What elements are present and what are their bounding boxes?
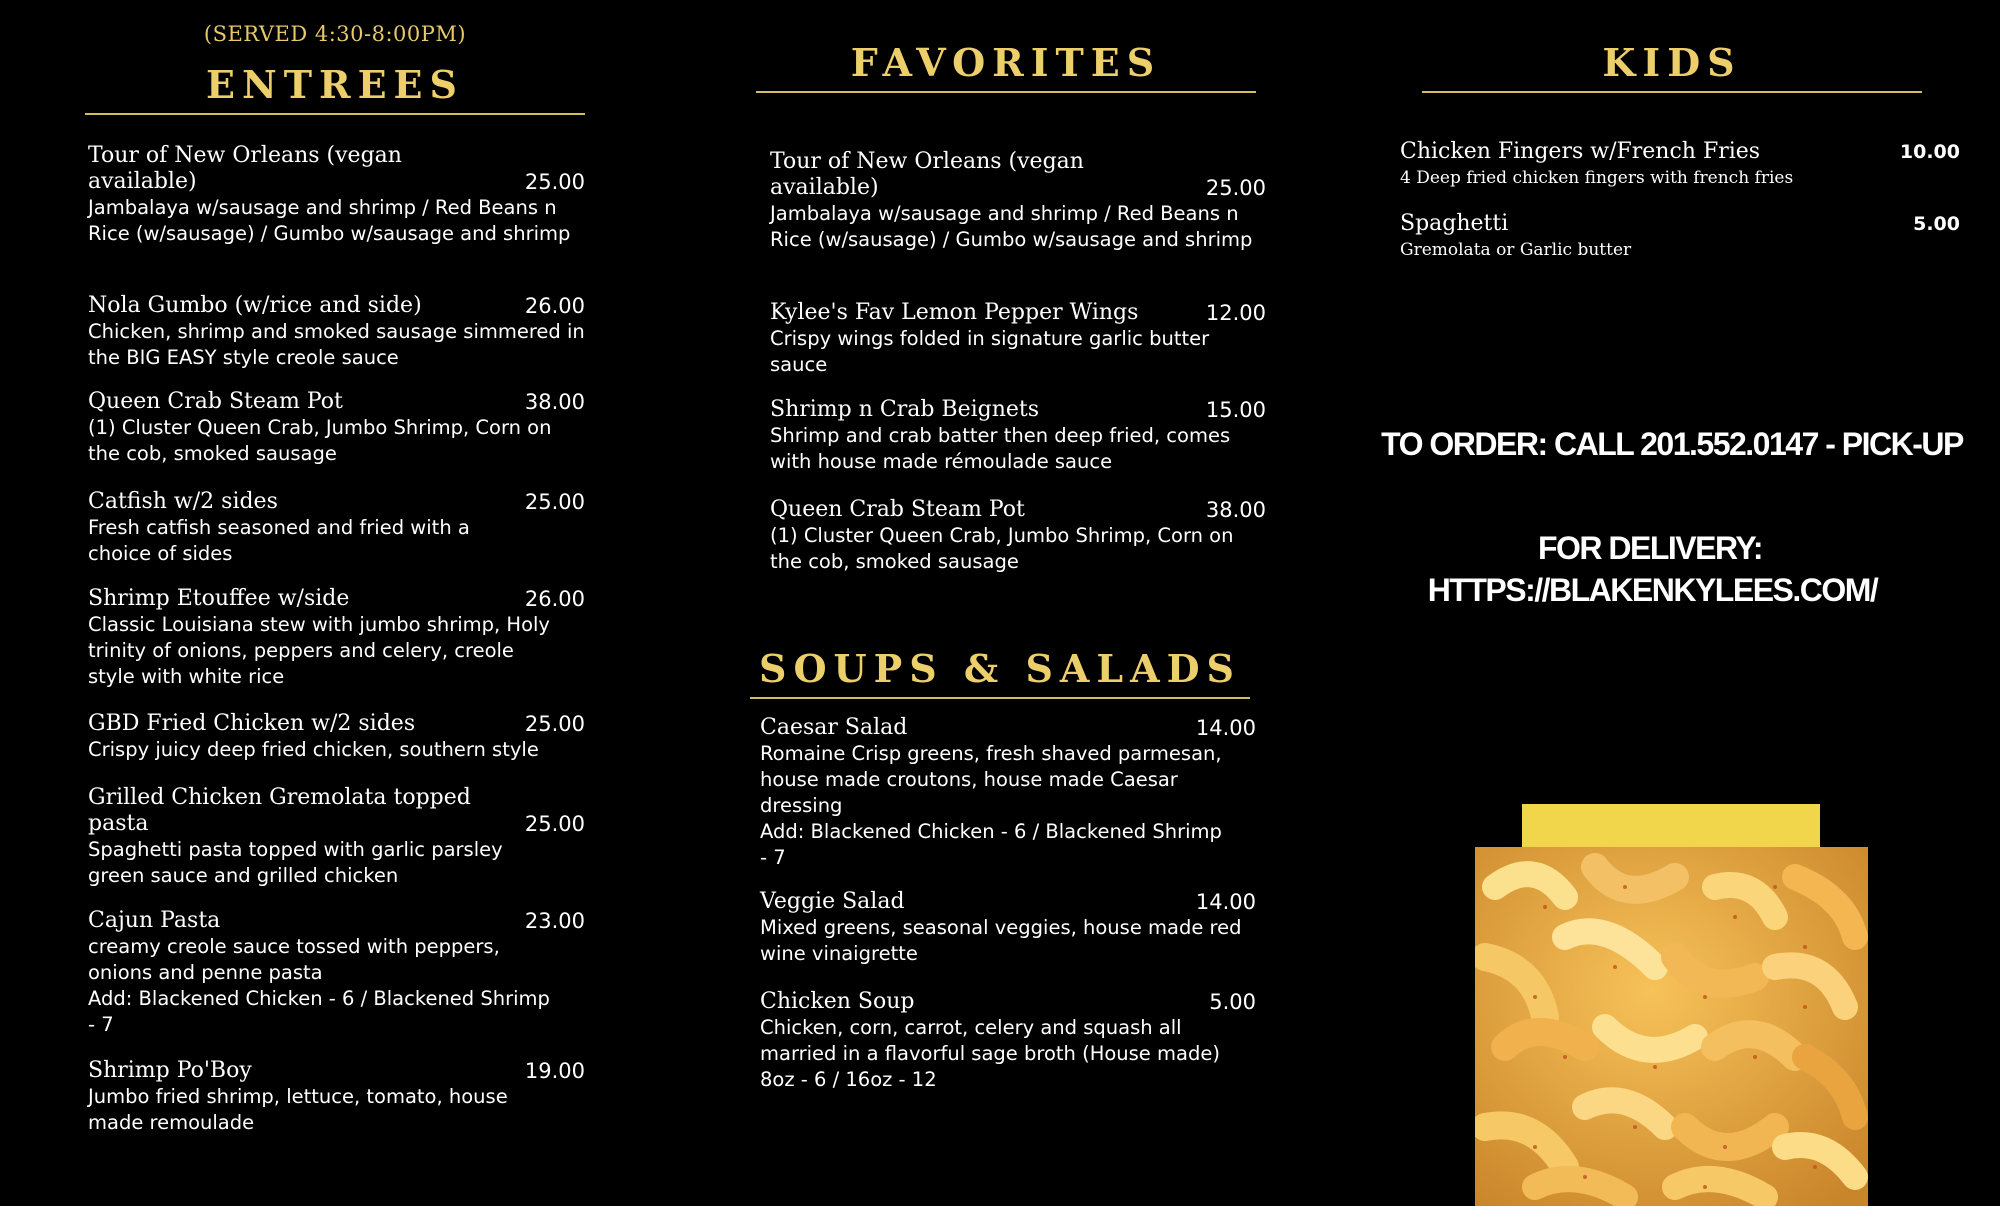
item-price: 25.00 — [524, 170, 585, 194]
item-price: 25.00 — [1205, 176, 1266, 200]
item-price: 15.00 — [1205, 398, 1266, 422]
menu-item — [770, 497, 1266, 575]
item-description: Chicken, shrimp and smoked sausage simmered in the BIG EASY style creole sauce — [88, 320, 585, 369]
favorites-heading: FAVORITES — [850, 40, 1162, 85]
soups-salads-rule — [750, 697, 1250, 699]
item-price: 10.00 — [1899, 141, 1960, 163]
item-price: 38.00 — [1205, 498, 1266, 522]
menu-item — [760, 889, 1256, 967]
item-price: 19.00 — [524, 1059, 585, 1083]
kids-rule — [1422, 91, 1922, 93]
item-price: 25.00 — [524, 490, 585, 514]
entrees-heading: ENTREES — [206, 62, 464, 107]
item-name: Tour of New Orleans (vegan available) — [88, 143, 402, 194]
soups-salads-section — [750, 630, 1260, 1130]
item-description: Mixed greens, seasonal veggies, house made red wine vinaigrette — [760, 916, 1242, 965]
item-name: Chicken Fingers w/French Fries — [1400, 139, 1761, 164]
item-price: 26.00 — [524, 294, 585, 318]
kids-heading: KIDS — [1602, 40, 1742, 85]
item-description: Spaghetti pasta topped with garlic parsley green sauce and grilled chicken — [88, 838, 503, 887]
item-description: Jumbo fried shrimp, lettuce, tomato, house made remoulade — [88, 1085, 508, 1134]
item-description: (1) Cluster Queen Crab, Jumbo Shrimp, Corn on the cob, smoked sausage — [88, 416, 552, 465]
item-price: 38.00 — [524, 390, 585, 414]
item-description: Classic Louisiana stew with jumbo shrimp, Holy trinity of onions, peppers and celery, creole style with white rice — [88, 613, 550, 688]
item-description: Shrimp and crab batter then deep fried, comes with house made rémoulade sauce — [770, 424, 1231, 473]
item-name: Shrimp Po'Boy — [88, 1058, 252, 1083]
item-name: Nola Gumbo (w/rice and side) — [88, 293, 422, 318]
menu-item — [88, 389, 585, 467]
delivery-url: HTTPS://BLAKENKYLEES.COM/ — [1427, 572, 1878, 608]
menu-item — [88, 908, 585, 1038]
item-description: creamy creole sauce tossed with peppers, onions and penne pasta Add: Blackened Chicken - 6 / Blackened Shrimp - 7 — [88, 935, 550, 1036]
item-name: Shrimp n Crab Beignets — [770, 397, 1040, 422]
item-price: 12.00 — [1205, 301, 1266, 325]
menu-item — [770, 397, 1266, 475]
item-description: Gremolata or Garlic butter — [1400, 240, 1632, 260]
item-description: Crispy wings folded in signature garlic butter sauce — [770, 327, 1210, 376]
menu-item — [760, 715, 1256, 871]
item-name: Kylee's Fav Lemon Pepper Wings — [770, 300, 1139, 325]
menu-item — [88, 1058, 585, 1136]
item-name: Shrimp Etouffee w/side — [88, 586, 350, 611]
item-price: 25.00 — [524, 812, 585, 836]
item-name: Veggie Salad — [760, 889, 905, 914]
mac-and-cheese-icon — [1475, 847, 1868, 1206]
item-description: Chicken, corn, carrot, celery and squash all married in a flavorful sage broth (House made) 8oz - 6 / 16oz - 12 — [760, 1016, 1220, 1091]
delivery-label: FOR DELIVERY: — [1537, 530, 1763, 566]
item-price: 14.00 — [1195, 716, 1256, 740]
item-name: Caesar Salad — [760, 715, 908, 740]
yellow-tab — [1522, 804, 1820, 848]
order-pickup-line: TO ORDER: CALL 201.552.0147 - PICK-UP — [1381, 426, 1963, 462]
menu-item — [88, 711, 585, 763]
item-description: Fresh catfish seasoned and fried with a choice of sides — [88, 516, 470, 565]
menu-item — [760, 989, 1256, 1093]
mac-and-cheese-photo — [1475, 847, 1868, 1206]
served-hours: (SERVED 4:30-8:00PM) — [203, 22, 467, 46]
item-name: Cajun Pasta — [88, 908, 221, 933]
menu-item — [88, 143, 585, 247]
item-name: Grilled Chicken Gremolata topped pasta — [88, 785, 471, 836]
kids-section — [1400, 0, 1960, 280]
item-description: 4 Deep fried chicken fingers with french fries — [1400, 168, 1794, 188]
item-description: Romaine Crisp greens, fresh shaved parmesan, house made croutons, house made Caesar dressing Add: Blackened Chicken - 6 / Blackened Shrimp - 7 — [760, 742, 1222, 869]
item-price: 5.00 — [1913, 213, 1960, 235]
item-name: Catfish w/2 sides — [88, 489, 278, 514]
menu-item — [88, 489, 585, 567]
menu-item — [88, 586, 585, 690]
item-name: Queen Crab Steam Pot — [88, 389, 343, 414]
item-price: 26.00 — [524, 587, 585, 611]
menu-item — [88, 293, 585, 371]
entrees-rule — [85, 113, 585, 115]
menu-item — [770, 149, 1266, 253]
item-description: Jambalaya w/sausage and shrimp / Red Beans n Rice (w/sausage) / Gumbo w/sausage and shrimp — [770, 202, 1253, 251]
item-name: Spaghetti — [1400, 211, 1509, 236]
menu-item — [1400, 138, 1960, 190]
soups-salads-heading: SOUPS & SALADS — [759, 646, 1241, 691]
item-name: Chicken Soup — [760, 989, 915, 1014]
favorites-rule — [756, 91, 1256, 93]
item-description: Crispy juicy deep fried chicken, southern style — [88, 738, 539, 761]
item-description: Jambalaya w/sausage and shrimp / Red Beans n Rice (w/sausage) / Gumbo w/sausage and shrimp — [88, 196, 571, 245]
item-price: 5.00 — [1209, 990, 1256, 1014]
item-price: 23.00 — [524, 909, 585, 933]
menu-item — [88, 785, 585, 889]
item-price: 14.00 — [1195, 890, 1256, 914]
item-description: (1) Cluster Queen Crab, Jumbo Shrimp, Corn on the cob, smoked sausage — [770, 524, 1234, 573]
item-price: 25.00 — [524, 712, 585, 736]
menu-item — [770, 300, 1266, 378]
favorites-section — [756, 0, 1266, 620]
item-name: Queen Crab Steam Pot — [770, 497, 1025, 522]
item-name: GBD Fried Chicken w/2 sides — [88, 711, 416, 736]
menu-item — [1400, 210, 1960, 262]
entrees-section — [85, 0, 585, 1206]
item-name: Tour of New Orleans (vegan available) — [770, 149, 1084, 200]
